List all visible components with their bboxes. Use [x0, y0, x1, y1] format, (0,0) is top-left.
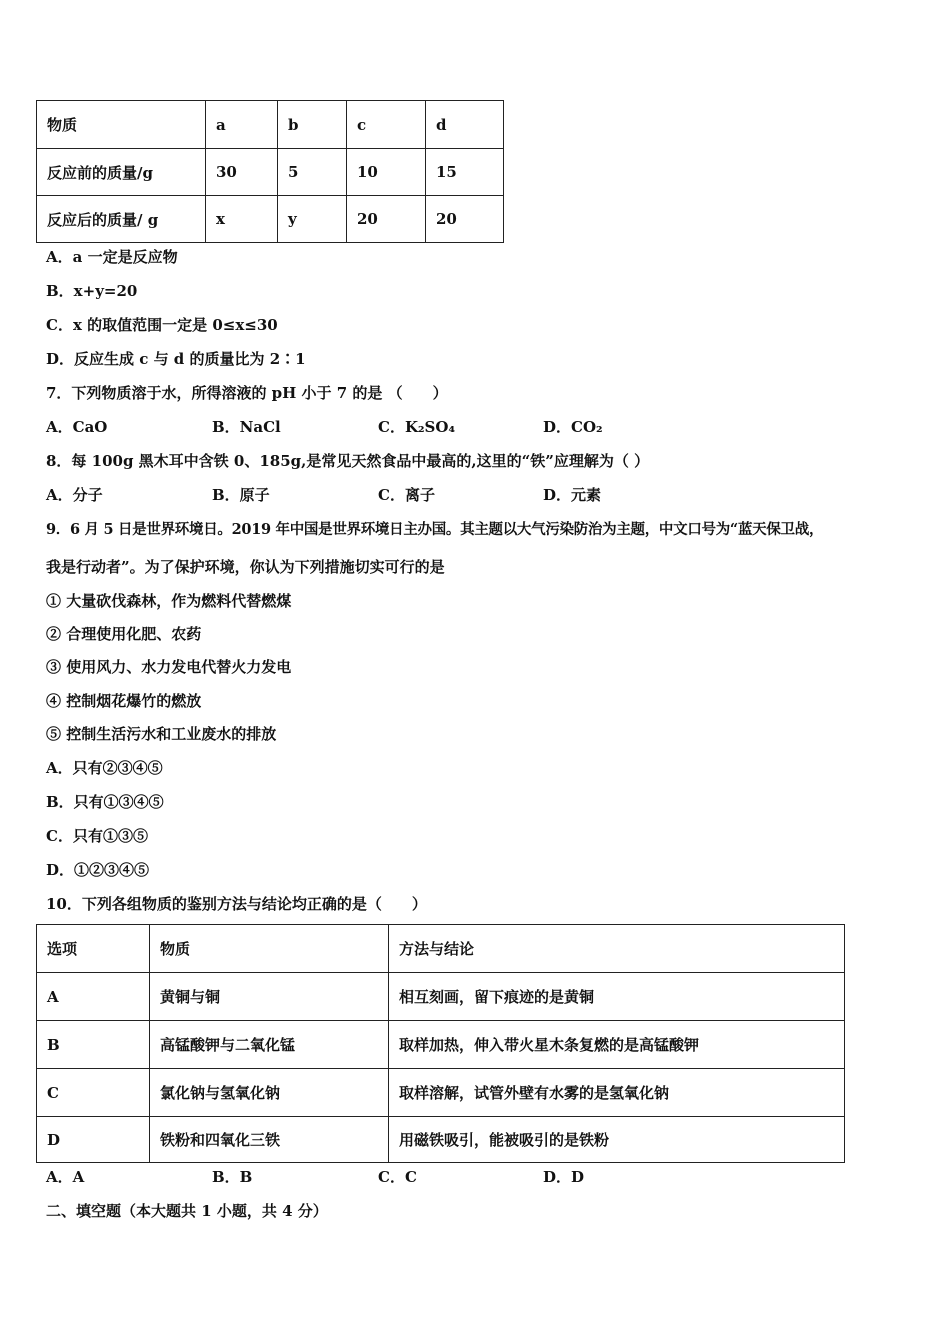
section-heading: 二、填空题（本大题共 1 小题，共 4 分）	[46, 1202, 328, 1220]
table-header-cell: c	[347, 101, 426, 149]
q7-option-d: D．CO₂	[543, 418, 603, 436]
q9-option-d: D．①②③④⑤	[46, 861, 150, 879]
table-cell: 氯化钠与氢氧化钠	[150, 1069, 389, 1117]
q10-option-b: B．B	[212, 1168, 253, 1186]
table-header-cell: 选项	[37, 925, 150, 973]
q7-stem: 7．下列物质溶于水，所得溶液的 pH 小于 7 的是 （ ）	[46, 384, 448, 402]
q7-option-c: C．K₂SO₄	[378, 418, 456, 436]
table-cell: y	[278, 196, 347, 243]
identification-table	[36, 924, 845, 1163]
q9-option-c: C．只有①③⑤	[46, 827, 148, 845]
table-header-cell: 物质	[150, 925, 389, 973]
q9-item: ⑤ 控制生活污水和工业废水的排放	[46, 725, 277, 743]
q6-option-d: D．反应生成 c 与 d 的质量比为 2∶1	[46, 350, 306, 368]
table-header-row	[37, 925, 845, 973]
table-header-cell: 物质	[37, 101, 206, 149]
table-row	[37, 196, 504, 243]
table-cell: x	[206, 196, 278, 243]
q6-option-a: A．a 一定是反应物	[46, 248, 178, 266]
table-cell: 反应前的质量/g	[37, 149, 206, 196]
q8-stem: 8．每 100g 黑木耳中含铁 0、185g,是常见天然食品中最高的,这里的“铁”应理解为（ ）	[46, 452, 650, 470]
table-cell: A	[37, 973, 150, 1021]
table-row	[37, 1117, 845, 1163]
table-cell: 15	[426, 149, 504, 196]
table-cell: 5	[278, 149, 347, 196]
q7-option-b: B．NaCl	[212, 418, 281, 436]
q10-option-c: C．C	[378, 1168, 417, 1186]
table-cell: 取样溶解，试管外壁有水雾的是氢氧化钠	[389, 1069, 845, 1117]
mass-table	[36, 100, 504, 243]
table-cell: 10	[347, 149, 426, 196]
q10-stem: 10．下列各组物质的鉴别方法与结论均正确的是（ ）	[46, 895, 427, 913]
q9-item: ③ 使用风力、水力发电代替火力发电	[46, 658, 292, 676]
q9-item: ② 合理使用化肥、农药	[46, 625, 202, 643]
table-cell: D	[37, 1117, 150, 1163]
table-row	[37, 149, 504, 196]
q6-option-b: B．x+y=20	[46, 282, 138, 300]
table-cell: 高锰酸钾与二氧化锰	[150, 1021, 389, 1069]
table-header-cell: d	[426, 101, 504, 149]
q9-option-b: B．只有①③④⑤	[46, 793, 164, 811]
q8-option-a: A．分子	[46, 486, 103, 504]
table-cell: 用磁铁吸引，能被吸引的是铁粉	[389, 1117, 845, 1163]
q9-item: ④ 控制烟花爆竹的燃放	[46, 692, 202, 710]
table-cell: C	[37, 1069, 150, 1117]
table-cell: 20	[426, 196, 504, 243]
table-cell: 黄铜与铜	[150, 973, 389, 1021]
table-cell: 20	[347, 196, 426, 243]
table-header-cell: b	[278, 101, 347, 149]
q10-option-a: A．A	[46, 1168, 85, 1186]
table-cell: 相互刻画，留下痕迹的是黄铜	[389, 973, 845, 1021]
q6-option-c: C．x 的取值范围一定是 0≤x≤30	[46, 316, 278, 334]
table-cell: 30	[206, 149, 278, 196]
table-cell: 铁粉和四氧化三铁	[150, 1117, 389, 1163]
q8-option-c: C．离子	[378, 486, 435, 504]
table-cell: B	[37, 1021, 150, 1069]
q9-option-a: A．只有②③④⑤	[46, 759, 163, 777]
table-row	[37, 1069, 845, 1117]
table-header-cell: a	[206, 101, 278, 149]
q7-option-a: A．CaO	[46, 418, 108, 436]
q9-stem-line1: 9．6 月 5 日是世界环境日。2019 年中国是世界环境日主办国。其主题以大气污染防治为主题，中文口号为“蓝天保卫战，	[46, 521, 824, 538]
table-cell: 取样加热，伸入带火星木条复燃的是高锰酸钾	[389, 1021, 845, 1069]
q8-option-b: B．原子	[212, 486, 270, 504]
table-cell: 反应后的质量/ g	[37, 196, 206, 243]
table-row	[37, 973, 845, 1021]
table-header-row	[37, 101, 504, 149]
q9-stem-line2: 我是行动者”。为了保护环境，你认为下列措施切实可行的是	[46, 558, 445, 576]
q8-option-d: D．元素	[543, 486, 602, 504]
table-header-cell: 方法与结论	[389, 925, 845, 973]
q9-item: ① 大量砍伐森林，作为燃料代替燃煤	[46, 592, 292, 610]
table-row	[37, 1021, 845, 1069]
q10-option-d: D．D	[543, 1168, 585, 1186]
